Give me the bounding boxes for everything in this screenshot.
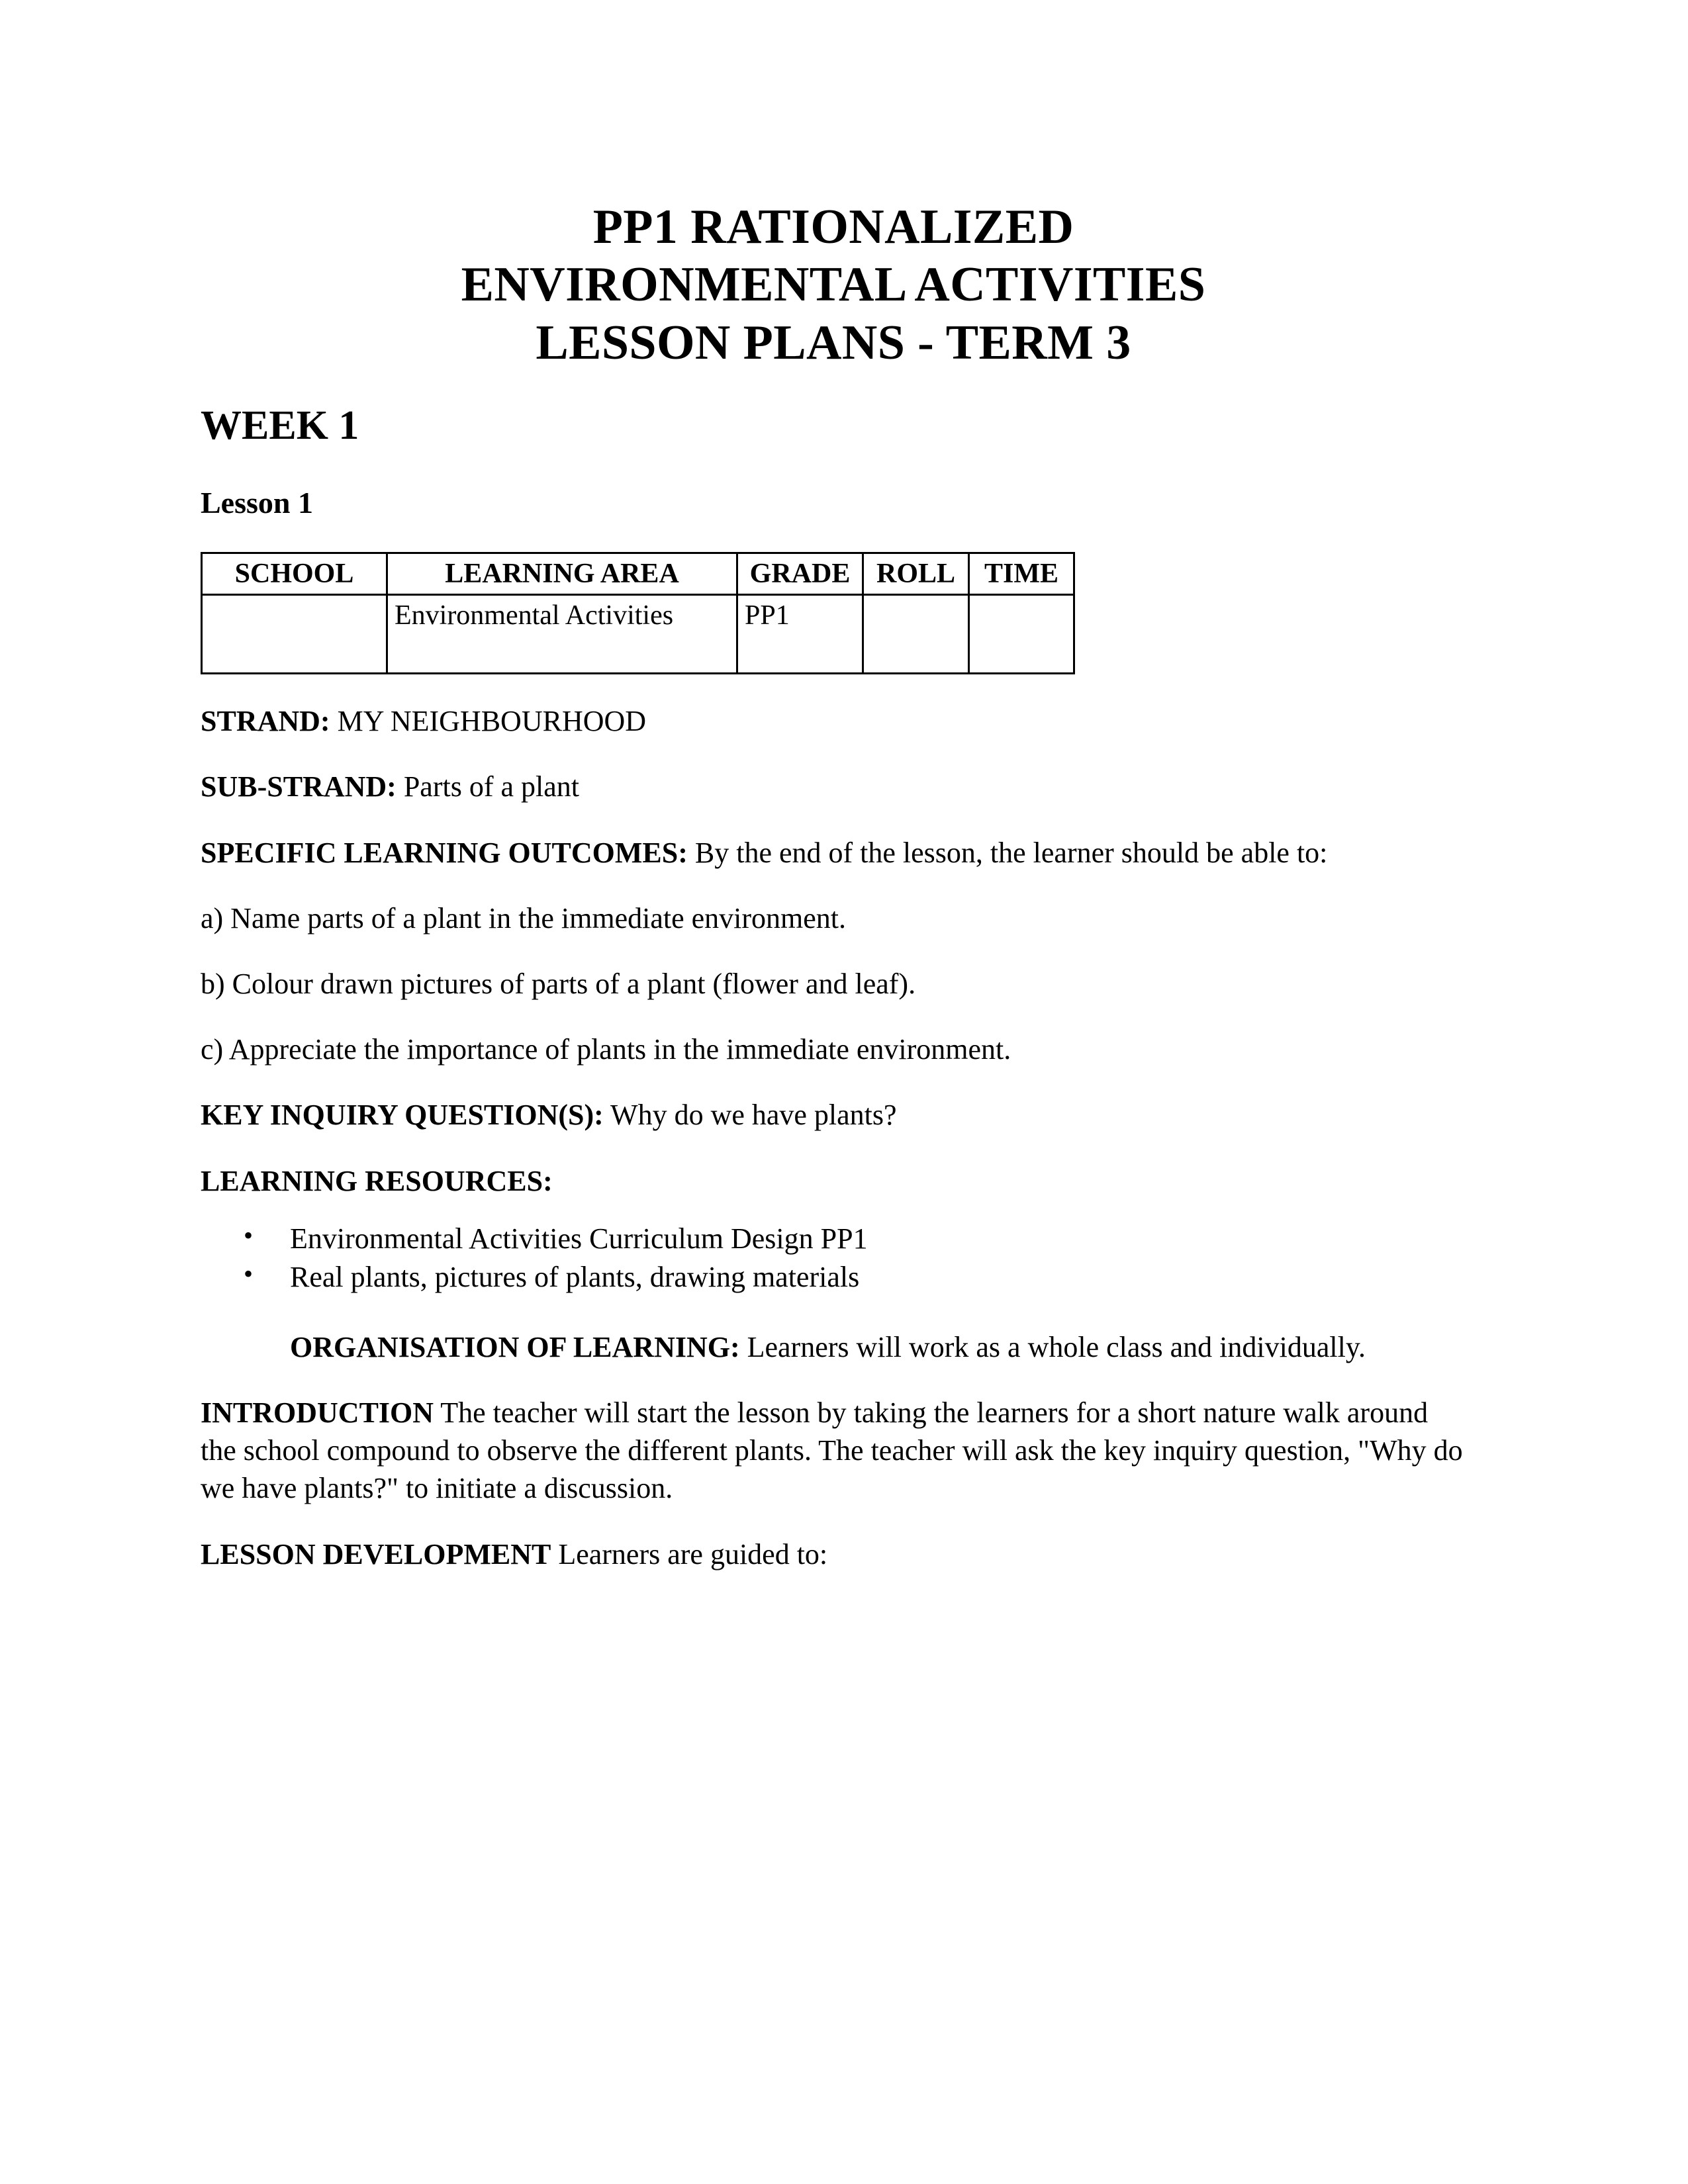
list-item: • Environmental Activities Curriculum Design PP1 [244,1220,1466,1258]
specific-learning-outcomes-paragraph [201,834,1466,872]
lesson-info-table [201,552,1075,675]
table-header-roll: ROLL [863,553,969,595]
introduction-value: The teacher will start the lesson by taking the learners for a short nature walk around the school compound to observe the different plants. The teacher will ask the key inquiry question, "Why do we have plants?" to initiate a discussion. [201,1396,1463,1505]
sub-strand-value: Parts of a plant [396,770,579,803]
learning-resources-list [201,1220,1466,1297]
learning-resources-paragraph [201,1162,1466,1200]
page-title-line-3: LESSON PLANS - TERM 3 [536,315,1131,370]
page-title-line-1: PP1 RATIONALIZED [592,200,1074,254]
page-title [201,199,1466,372]
lesson-development-paragraph [201,1535,1466,1573]
outcome-item-b: b) Colour drawn pictures of parts of a plant (flower and leaf). [201,967,916,1000]
table-header-grade: GRADE [737,553,863,595]
page-title-line-2: ENVIRONMENTAL ACTIVITIES [461,257,1206,312]
learning-resources-label: LEARNING RESOURCES: [201,1164,553,1197]
key-inquiry-question-label: KEY INQUIRY QUESTION(S): [201,1099,604,1132]
table-header-time: TIME [969,553,1074,595]
strand-label: STRAND: [201,705,330,738]
strand-paragraph [201,702,1466,740]
outcome-item-a: a) Name parts of a plant in the immediate environment. [201,901,847,934]
outcome-item-c: c) Appreciate the importance of plants in the immediate environment. [201,1033,1011,1066]
table-header-row [202,553,1074,595]
organisation-of-learning-value: Learners will work as a whole class and individually. [739,1330,1366,1363]
table-row [202,595,1074,674]
list-item: • Real plants, pictures of plants, drawing materials [244,1258,1466,1297]
table-cell-time [969,595,1074,674]
key-inquiry-question-value: Why do we have plants? [603,1099,897,1132]
introduction-label: INTRODUCTION [201,1396,434,1430]
lesson-development-value: Learners are guided to: [551,1537,828,1570]
sub-strand-label: SUB-STRAND: [201,770,397,803]
specific-learning-outcomes-label: SPECIFIC LEARNING OUTCOMES: [201,836,688,869]
table-header-school: SCHOOL [202,553,387,595]
table-cell-roll [863,595,969,674]
table-cell-learning-area: Environmental Activities [387,595,737,674]
table-header-learning-area: LEARNING AREA [387,553,737,595]
sub-strand-paragraph [201,768,1466,805]
lesson-heading: Lesson 1 [201,486,313,520]
table-cell-school [202,595,387,674]
lesson-development-label: LESSON DEVELOPMENT [201,1537,551,1570]
organisation-of-learning-paragraph [201,1328,1466,1366]
key-inquiry-question-paragraph [201,1096,1466,1134]
table-cell-grade: PP1 [737,595,863,674]
organisation-of-learning-label: ORGANISATION OF LEARNING: [290,1330,740,1363]
introduction-paragraph [201,1394,1466,1508]
strand-value: MY NEIGHBOURHOOD [330,705,647,738]
specific-learning-outcomes-value: By the end of the lesson, the learner should be able to: [687,836,1328,869]
week-heading: WEEK 1 [201,402,359,448]
